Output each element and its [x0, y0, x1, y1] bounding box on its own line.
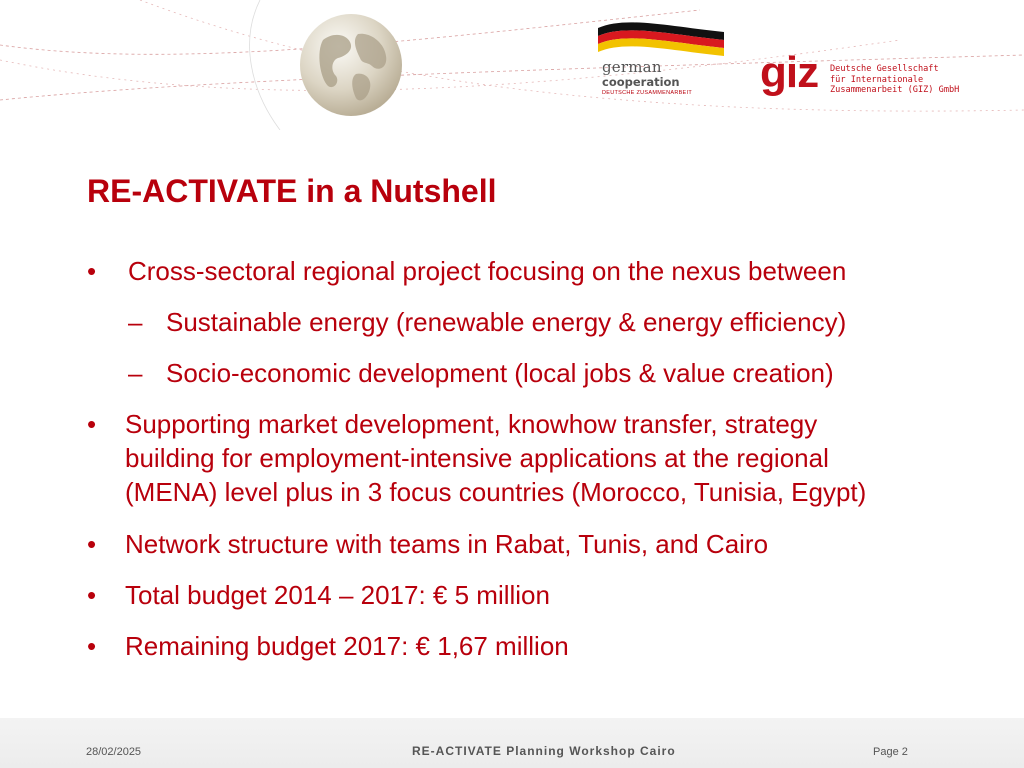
giz-fullname-line3: Zusammenarbeit (GIZ) GmbH — [830, 85, 960, 95]
globe-icon — [298, 12, 404, 118]
bullet-text: Remaining budget 2017: € 1,67 million — [125, 631, 569, 661]
giz-fullname-line2: für Internationale — [830, 74, 924, 85]
bullet-marker: • — [87, 409, 97, 439]
footer-title: RE-ACTIVATE Planning Workshop Cairo — [412, 744, 676, 758]
german-cooperation-line2: cooperation — [602, 75, 680, 89]
sub-bullet-text: Sustainable energy (renewable energy & energy efficiency) — [166, 307, 847, 337]
sub-bullet-marker: – — [128, 358, 143, 388]
bullet-marker: • — [87, 529, 97, 559]
giz-fullname-line1: Deutsche Gesellschaft — [830, 64, 939, 74]
bullet-text: Network structure with teams in Rabat, Tunis, and Cairo — [125, 529, 769, 559]
german-cooperation-logo — [596, 20, 726, 100]
german-flag-wave-icon — [596, 20, 726, 62]
bullet-text: Total budget 2014 – 2017: € 5 million — [125, 580, 550, 610]
bullet-marker: • — [87, 580, 97, 610]
footer-date: 28/02/2025 — [86, 746, 142, 758]
footer-page-number: Page 2 — [873, 746, 908, 758]
bullet-text-line: Supporting market development, knowhow transfer, strategy — [125, 409, 818, 439]
giz-fullname — [830, 64, 959, 96]
bullet-text — [125, 407, 975, 509]
sub-bullet-text: Socio-economic development (local jobs & value creation) — [166, 358, 834, 388]
header-band — [0, 0, 1024, 130]
german-cooperation-line3: DEUTSCHE ZUSAMMENARBEIT — [602, 90, 693, 96]
sub-bullet-marker: – — [128, 307, 143, 337]
bullet-text-line: (MENA) level plus in 3 focus countries (Morocco, Tunisia, Egypt) — [125, 477, 867, 507]
giz-logo — [760, 48, 960, 106]
slide-title: RE-ACTIVATE in a Nutshell — [87, 173, 497, 209]
bullet-marker: • — [87, 256, 97, 286]
footer-band — [0, 718, 1024, 768]
bullet-text-line: building for employment-intensive applications at the regional — [125, 443, 829, 473]
bullet-marker: • — [87, 631, 97, 661]
bullet-text: Cross-sectoral regional project focusing on the nexus between — [128, 256, 847, 286]
giz-wordmark: giz — [760, 48, 819, 97]
german-cooperation-line1: german — [602, 58, 662, 76]
